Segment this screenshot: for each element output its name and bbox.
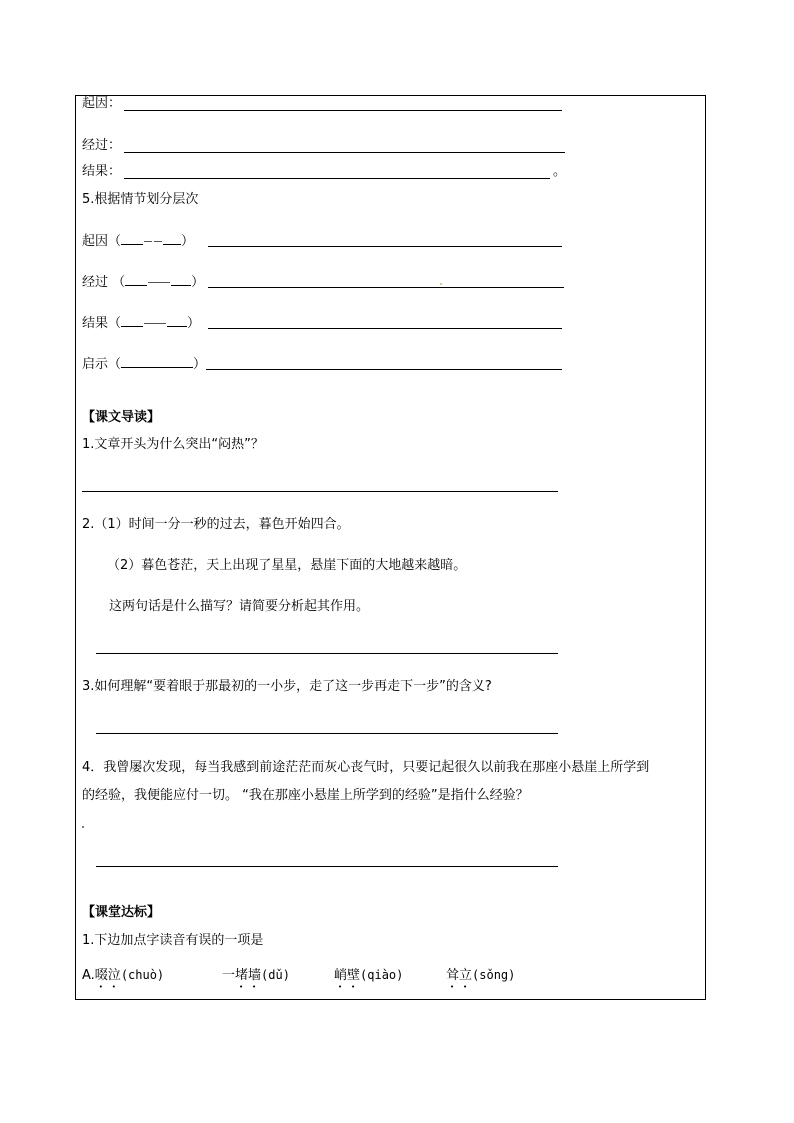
layer-insight-line[interactable]: [206, 369, 562, 370]
guide-q1-answer-line[interactable]: [82, 491, 558, 492]
guide-question-4-line-1: 4．我曾屡次发现，每当我感到前途茫茫而灰心丧气时，只要记起很久以前我在那座小悬崖上所学到: [82, 760, 650, 775]
speck-mark: [440, 283, 442, 285]
guide-q4-answer-line[interactable]: [96, 866, 558, 867]
guide-question-2-ask: 这两句话是什么描写？请简要分析起其作用。: [109, 599, 370, 614]
result-end-mark: 。: [553, 164, 567, 179]
option-a-item-2[interactable]: 一堵墙(dǔ): [222, 968, 290, 983]
process-answer-line[interactable]: [124, 152, 565, 153]
option-a[interactable]: A.啜泣(chuò): [82, 968, 165, 983]
layer-insight-label: 启示（ ）: [82, 357, 207, 372]
guide-question-4-line-2: 的经验，我便能应付一切。 “我在那座小悬崖上所学到的经验”是指什么经验？: [82, 788, 529, 803]
option-a-item-3[interactable]: 峭壁(qiào): [334, 968, 404, 983]
layers-heading: 5.根据情节划分层次: [82, 192, 199, 207]
layer-cause-label: 起因（ ）: [82, 234, 195, 249]
guide-q2-answer-line[interactable]: [96, 653, 558, 654]
option-a-item-4[interactable]: 耸立(sǒng): [446, 968, 516, 983]
guide-question-1: 1.文章开头为什么突出“闷热”？: [82, 437, 264, 452]
cause-answer-line[interactable]: [124, 110, 562, 111]
practice-heading: 【课堂达标】: [82, 905, 161, 920]
layer-cause-line[interactable]: [208, 246, 562, 247]
process-label: 经过：: [82, 138, 122, 153]
speck-mark-2: [82, 826, 84, 828]
layer-result-line[interactable]: [208, 328, 562, 329]
guide-q3-answer-line[interactable]: [96, 733, 558, 734]
layer-process-line[interactable]: [208, 287, 564, 288]
worksheet-frame: [75, 95, 706, 1000]
result-label: 结果：: [82, 164, 122, 179]
guide-heading: 【课文导读】: [82, 410, 161, 425]
layer-process-label: 经过 （ ）: [82, 275, 205, 290]
cause-label: 起因：: [82, 96, 122, 111]
guide-question-3: 3.如何理解“要着眼于那最初的一小步，走了这一步再走下一步”的含义?: [82, 679, 492, 694]
guide-question-2-sub: （2）暮色苍茫，天上出现了星星，悬崖下面的大地越来越暗。: [107, 558, 467, 573]
practice-question-1: 1.下边加点字读音有误的一项是: [82, 933, 264, 948]
result-answer-line[interactable]: [124, 178, 550, 179]
guide-question-2-intro: 2.（1）时间一分一秒的过去，暮色开始四合。: [82, 517, 350, 532]
layer-result-label: 结果（ ）: [82, 316, 201, 331]
